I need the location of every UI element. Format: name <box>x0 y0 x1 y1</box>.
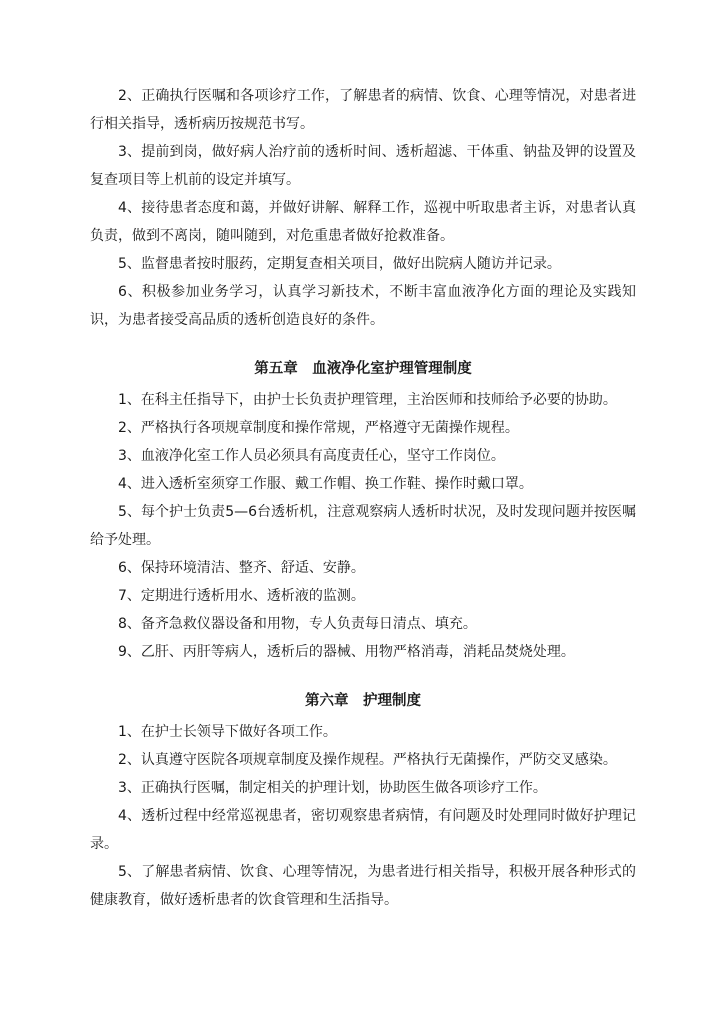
paragraph: 4、接待患者态度和蔼，并做好讲解、解释工作，巡视中听取患者主诉，对患者认真负责，做到不离岗，随叫随到，对危重患者做好抢救准备。 <box>90 200 636 244</box>
paragraph: 2、严格执行各项规章制度和操作常规，严格遵守无菌操作规程。 <box>118 420 519 436</box>
paragraph: 5、了解患者病情、饮食、心理等情况，为患者进行相关指导，积极开展各种形式的健康教育，做好透析患者的饮食管理和生活指导。 <box>90 864 636 908</box>
paragraph: 3、正确执行医嘱，制定相关的护理计划，协助医生做各项诊疗工作。 <box>118 780 547 796</box>
paragraph: 2、认真遵守医院各项规章制度及操作规程。严格执行无菌操作，严防交叉感染。 <box>118 752 617 768</box>
paragraph: 4、进入透析室须穿工作服、戴工作帽、换工作鞋、操作时戴口罩。 <box>118 476 533 492</box>
paragraph: 6、保持环境清洁、整齐、舒适、安静。 <box>118 560 365 576</box>
chapter-title: 第五章 血液净化室护理管理制度 <box>254 361 472 377</box>
paragraph: 3、血液净化室工作人员必须具有高度责任心，坚守工作岗位。 <box>118 448 505 464</box>
paragraph: 5、监督患者按时服药，定期复查相关项目，做好出院病人随访并记录。 <box>118 256 561 272</box>
paragraph: 8、备齐急救仪器设备和用物，专人负责每日清点、填充。 <box>118 616 477 632</box>
paragraph: 1、在护士长领导下做好各项工作。 <box>118 724 337 740</box>
chapter-title: 第六章 护理制度 <box>305 693 421 709</box>
paragraph: 5、每个护士负责5—6台透析机，注意观察病人透析时状况，及时发现问题并按医嘱给予处理。 <box>90 504 636 548</box>
paragraph: 1、在科主任指导下，由护士长负责护理管理，主治医师和技师给予必要的协助。 <box>118 392 617 408</box>
document-body <box>90 82 636 914</box>
paragraph: 9、乙肝、丙肝等病人，透析后的器械、用物严格消毒，消耗品焚烧处理。 <box>118 644 575 660</box>
paragraph: 6、积极参加业务学习，认真学习新技术，不断丰富血液净化方面的理论及实践知识，为患者接受高品质的透析创造良好的条件。 <box>90 284 636 328</box>
paragraph: 4、透析过程中经常巡视患者，密切观察患者病情，有问题及时处理同时做好护理记录。 <box>90 808 636 852</box>
paragraph: 2、正确执行医嘱和各项诊疗工作，了解患者的病情、饮食、心理等情况，对患者进行相关指导，透析病历按规范书写。 <box>90 88 636 132</box>
paragraph: 7、定期进行透析用水、透析液的监测。 <box>118 588 365 604</box>
paragraph: 3、提前到岗，做好病人治疗前的透析时间、透析超滤、干体重、钠盐及钾的设置及复查项目等上机前的设定并填写。 <box>90 144 636 188</box>
